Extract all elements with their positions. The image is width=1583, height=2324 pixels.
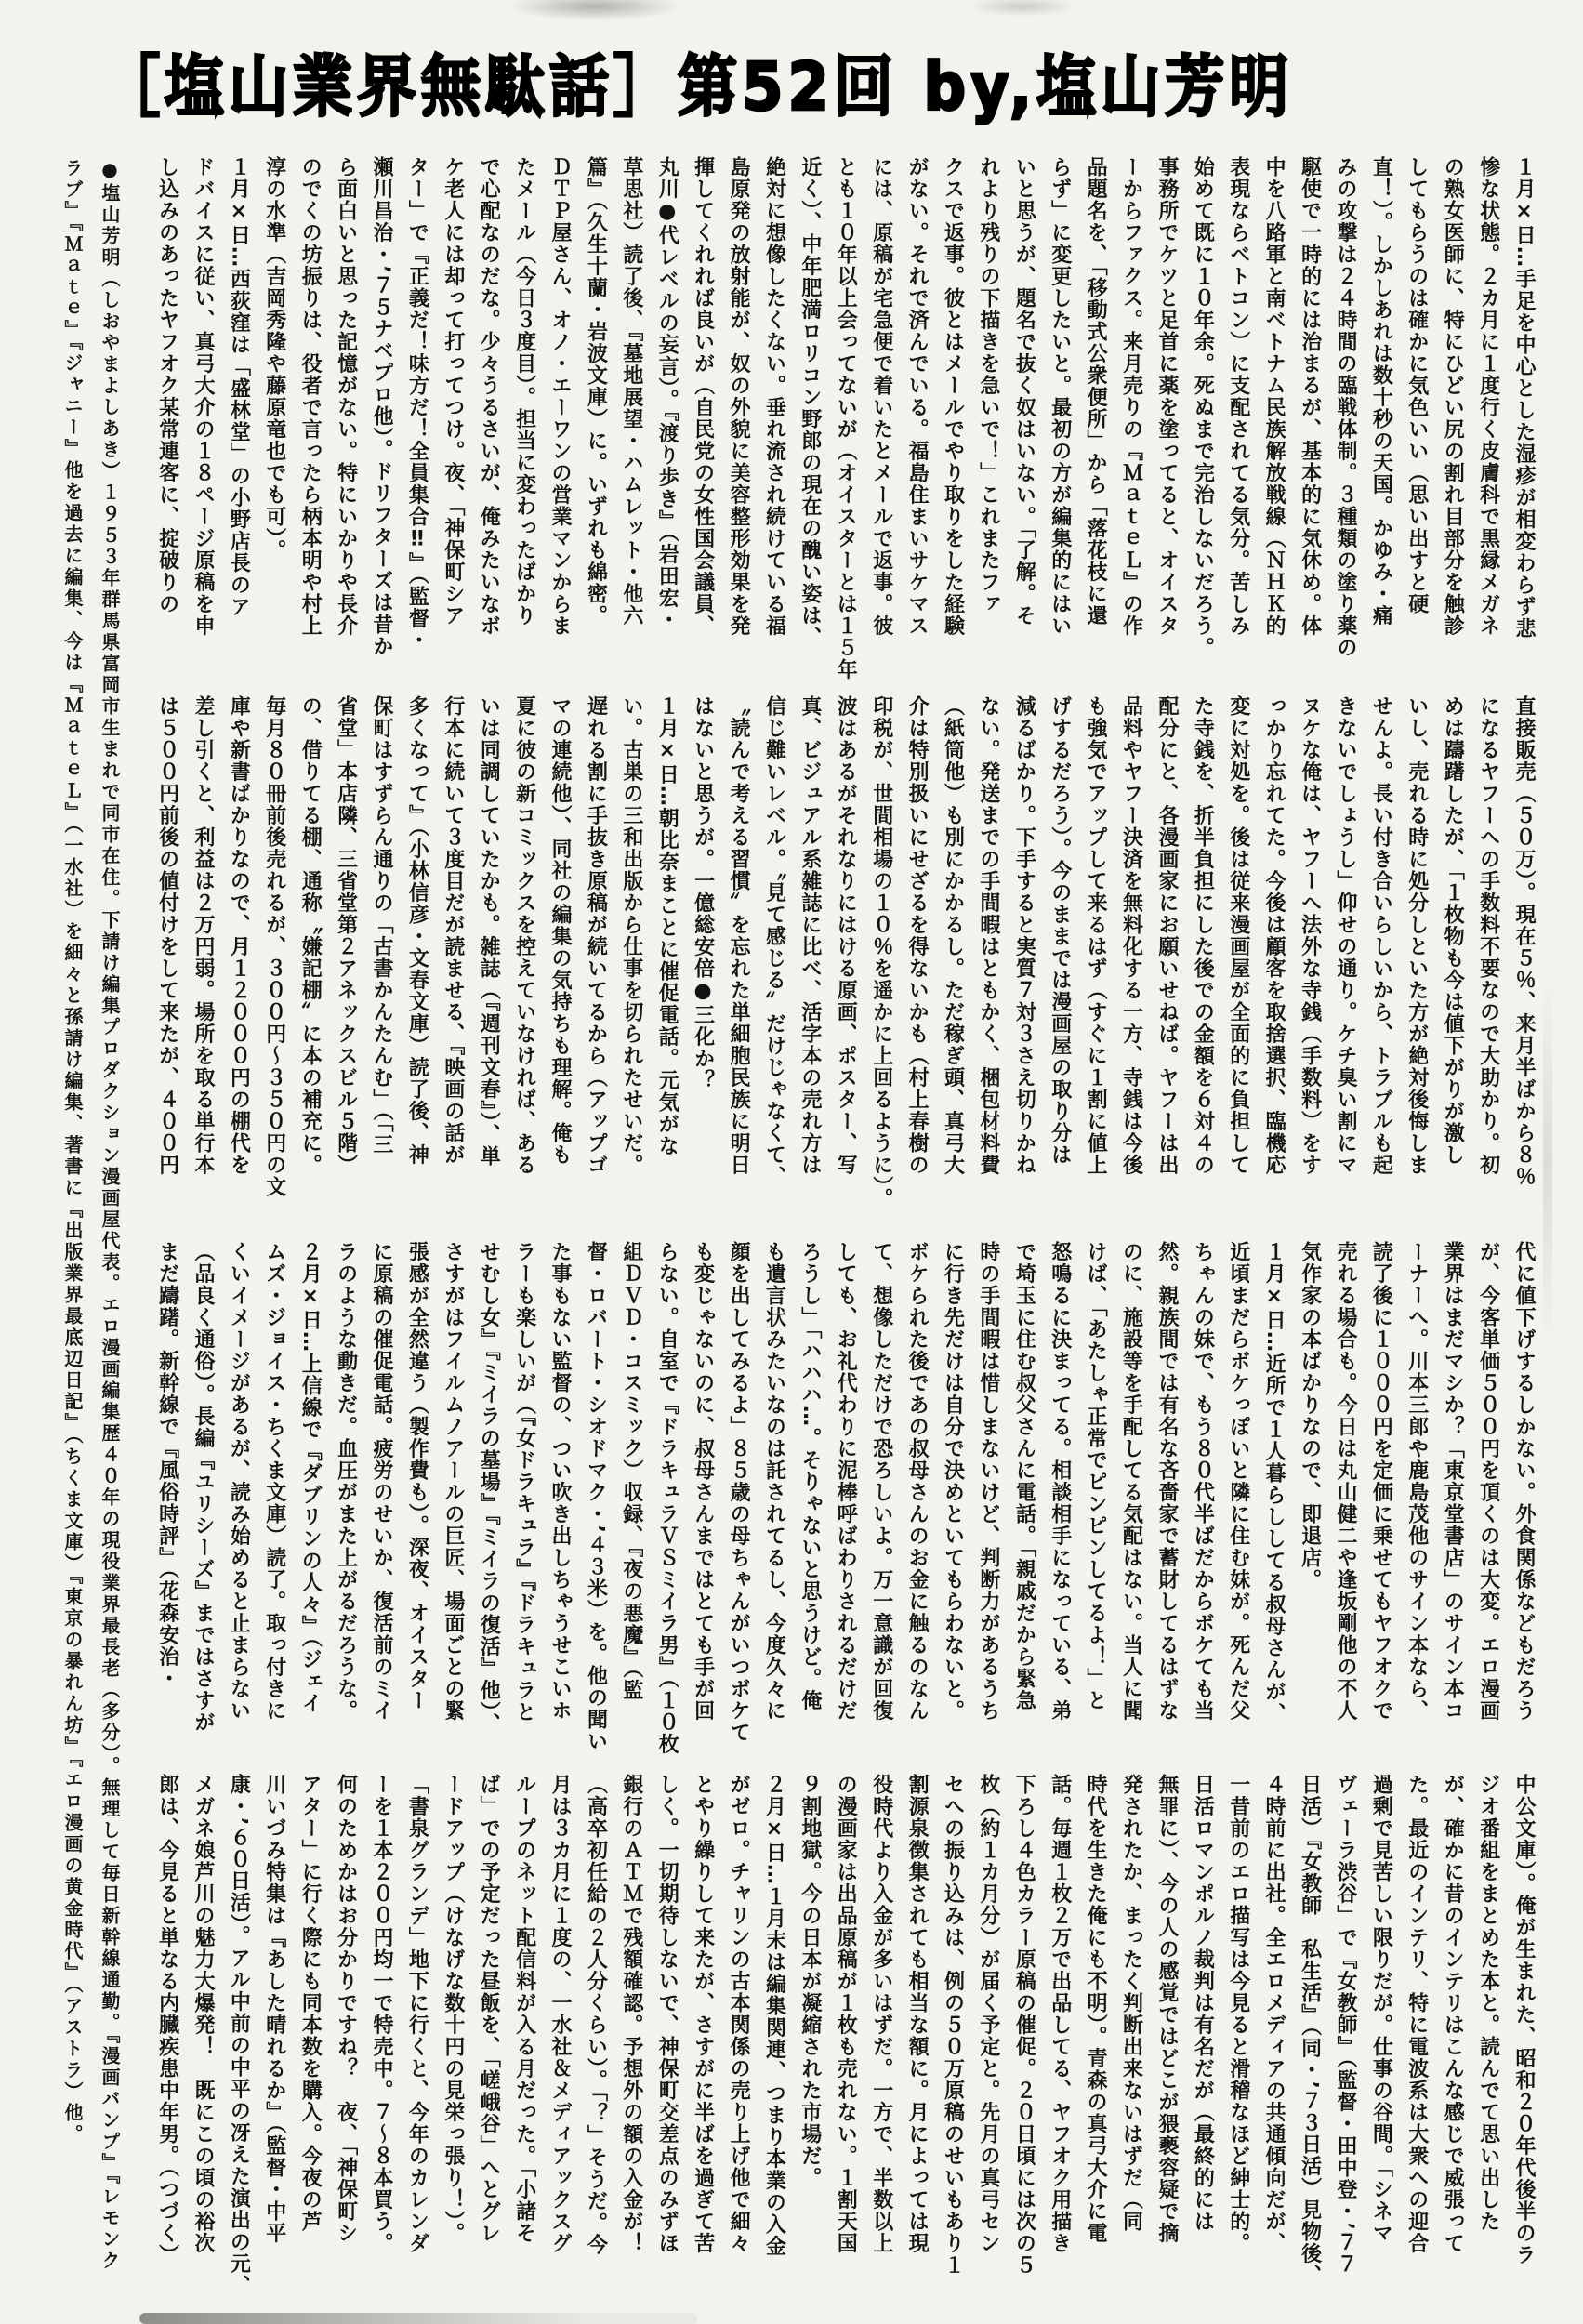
text-column: 惨な状態。２カ月に１度行く皮膚科で黒縁メガネ — [1476, 156, 1500, 637]
text-column: 品題名を、「移動式公衆便所」から「落花枝に還 — [1084, 156, 1108, 627]
scan-artifact — [507, 0, 683, 20]
text-column: がない。それで済んでいる。福島住まいサケマス — [905, 156, 930, 637]
text-column: ろうし」「ハハハ…。そりゃないと思うけど。俺 — [798, 1241, 822, 1711]
text-column: で心配なのだな。少々うるさいが、俺みたいなボ — [477, 156, 501, 637]
text-column: っかり忘れてた。今後は顧客を取捨選択、臨機応 — [1262, 695, 1286, 1176]
text-column: ラブ』『Ｍａｔｅ』『ジャニー』他を過去に編集、今は『ＭａｔｅＬ』（一水社）を細々と孫請け編集、著書に『出版業界最底辺日記』（ちくま文庫）『東京の暴れん坊』『エロ漫画の黄金時代』（アストラ）他。 — [61, 158, 84, 2146]
text-column: 過剰で見苦しい限りだが。仕事の谷間。「シネマ — [1369, 1774, 1393, 2244]
text-column: まだ躊躇。新幹線で『風俗時評』（花森安治・ — [155, 1241, 179, 1690]
text-column: ちゃんの妹で、もう８０代半ばだからボケても当 — [1191, 1241, 1215, 1722]
text-column: せんよ。長い付き合いらしいから、トラブルも起 — [1369, 695, 1393, 1176]
text-column: マの連続他）、同社の編集の気持ちも理解。俺も — [548, 695, 573, 1166]
text-column: のでくの坊振りは、役者で言ったら柄本明や村上 — [298, 156, 323, 637]
text-column: くいイメージがあるが、読み始めると止まらない — [227, 1241, 251, 1722]
text-column: 多くなって』（小林信彦・文春文庫）読了後、神 — [405, 695, 429, 1166]
text-column: には、原稿が宅急便で着いたとメールで返事。彼 — [869, 156, 893, 637]
text-column: が、今客単価５００円を頂くのは大変。エロ漫画 — [1476, 1241, 1500, 1722]
text-column: たメール（今日３度目）。担当に変わったばかり — [512, 156, 536, 627]
text-column: ーを１本２００円均一で特売中。７～８本買う。 — [370, 1774, 393, 2254]
text-column: きないでしょうし」仰せの通り。ケチ臭い割にマ — [1333, 695, 1357, 1176]
author-bio — [54, 158, 128, 2317]
text-column: ーナーへ。川本三郎や鹿島茂他のサイン本なら、 — [1405, 1241, 1429, 1722]
text-column: アター」に行く際にも同本数を購入。今夜の芦 — [298, 1774, 323, 2233]
text-column: 品料やヤフー決済を無料化する一方、寺銭は今後 — [1119, 695, 1143, 1176]
text-column: 絶対に想像したくない。垂れ流され続けている福 — [762, 156, 786, 637]
text-column: 督・ロバート・シオドマク・’４３米）を。他の聞い — [584, 1241, 608, 1753]
text-column: 夏に彼の新コミックスを控えていなければ、ある — [512, 695, 536, 1176]
text-column: 何のためかはお分かりですね？ 夜、「神保町シ — [334, 1774, 358, 2244]
text-column: メガネ娘芦川の魅力大爆発！ 既にこの頃の裕次 — [191, 1774, 215, 2254]
text-column: 顔を出してみるよ」８５歳の母ちゃんがいつボケて — [727, 1241, 751, 1744]
text-column: 康・’６０日活）。アル中前の中平の冴えた演出の元、 — [227, 1774, 251, 2297]
text-column: とやり繰りして来たが、さすがに半ばを過ぎて苦 — [691, 1774, 715, 2254]
text-column: に原稿の催促電話。疲労のせいか、復活前のミイ — [370, 1241, 393, 1722]
text-column: 瀬川昌治・’７５ナベプロ他）。ドリフターズは昔か — [370, 156, 393, 658]
text-column: はないと思うが。一億総安倍●三化か？ — [691, 695, 715, 1091]
text-column: 減るばかり。下手すると実質７対３さえ切りかね — [1012, 695, 1036, 1176]
text-column: 業界はまだマシか？「東京堂書店」のサイン本コ — [1441, 1241, 1465, 1722]
text-column: 直接販売（５０万）。現在５％、来月半ばから８％ — [1512, 695, 1536, 1188]
text-column: 組ＤＶＤ・コスミック）収録、『夜の悪魔』（監 — [619, 1241, 643, 1701]
text-column: めは躊躇したが、「１枚物も今は値下がりが激し — [1441, 695, 1465, 1166]
text-column: も遺言状みたいなのは託されてるし、今度久々に — [762, 1241, 786, 1722]
text-column: の漫画家は出品原稿が１枚も売れない。１割天国 — [834, 1774, 858, 2254]
text-column: いし、売れる時に処分しといた方が絶対後悔しま — [1405, 695, 1429, 1176]
text-column: 郎は、今見ると単なる内臓疾患中年男。（つづく） — [155, 1774, 179, 2266]
text-column: らない。自室で『ドラキュラＶＳミイラ男』（１０枚 — [655, 1241, 679, 1755]
text-column: 代に値下げするしかない。外食関係などもだろう — [1512, 1241, 1536, 1722]
text-column: 庫や新書ばかりなので、月１２０００円の棚代を — [227, 695, 251, 1176]
text-column: の熟女医師に、特にひどい尻の割れ目部分を触診 — [1441, 156, 1465, 637]
text-column: 始めて既に１０年余。死ぬまで完治しないだろう。 — [1191, 156, 1215, 659]
text-column: いと思うが、題名で抜く奴はいない。「了解。そ — [1012, 156, 1036, 627]
text-column: 中を八路軍と南ベトナム民族解放戦線（ＮＨＫ的 — [1262, 156, 1286, 637]
text-column: 丸川●代レベルの妄言）。『渡り歩き』（岩田宏・ — [655, 156, 679, 631]
text-column: ２月×日…１月末は編集関連、つまり本業の入金 — [762, 1774, 786, 2257]
scan-artifact — [1543, 976, 1552, 1348]
text-column: 遅れる割に手抜き原稿が続いてるから（アップゴ — [584, 695, 608, 1176]
text-column: 発されたか、まったく判断出来ないはずだ（同 — [1119, 1774, 1143, 2233]
text-column: ドバイスに従い、真弓大介の１８ページ原稿を申 — [191, 156, 215, 637]
text-column: 割源泉徴集されても相当な額に。月によっては現 — [905, 1774, 930, 2254]
text-band-2 — [149, 695, 1541, 1209]
text-column: て、想像しただけで恐ろしいよ。万一意識が回復 — [869, 1241, 893, 1722]
text-column: 売れる場合も。今日は丸山健二や逢坂剛他の不人 — [1333, 1241, 1357, 1722]
text-column: 一昔前のエロ描写は今見ると滑稽なほど紳士的。 — [1226, 1774, 1250, 2254]
text-column: 駆使で一時的には治まるが、基本的に気休め。体 — [1298, 156, 1322, 637]
text-column: ヌケな俺は、ヤフーへ法外な寺銭（手数料）をす — [1298, 695, 1322, 1176]
scan-artifact — [139, 2313, 697, 2324]
text-column: １月×日…朝比奈まことに催促電話。元気がな — [655, 695, 679, 1157]
text-column: になるヤフーへの手数料不要なので大助かり。初 — [1476, 695, 1500, 1176]
text-column: ９割地獄。今の日本が凝縮された市場だ。 — [798, 1774, 822, 2189]
text-column: 毎月８０冊前後売れるが、３００円～３５０円の文 — [262, 695, 286, 1198]
text-column: 保町はすずらん通りの「古書かんたんむ」（「三 — [370, 695, 393, 1155]
text-column: １月×日…手足を中心とした湿疹が相変わらず悲 — [1512, 156, 1536, 640]
text-column: に行き先だけは自分で決めといてもらわないと。 — [941, 1241, 965, 1722]
text-column: セへの振り込みは、例の５０万原稿のせいもあり１ — [941, 1774, 965, 2277]
scan-artifact — [967, 0, 1078, 17]
text-column: た寺銭を、折半負担にした後での金額を６対４の — [1191, 695, 1215, 1176]
text-column: １月×日…西荻窪は「盛林堂」の小野店長のア — [227, 156, 251, 618]
text-column: も強気でアップして来るはず（すぐに１割に値上 — [1084, 695, 1108, 1176]
text-column: せむし女』『ミイラの墓場』『ミイラの復活』他）、 — [477, 1241, 501, 1735]
text-column: いは同調していたかも。雑誌（『週刊文春』）、単 — [477, 695, 501, 1168]
text-column: 気作家の本ばかりなので、即退店。 — [1298, 1241, 1322, 1591]
text-column: 読了後に１０００円を定価に乗せてもヤフオクで — [1369, 1241, 1393, 1722]
text-column: 近く）、中年肥満ロリコン野郎の現在の醜い姿は、 — [798, 156, 822, 649]
text-column: 川いづみ特集は『あした晴れるか』（監督・中平 — [262, 1774, 286, 2244]
text-column: 日活）『女教師 私生活』（同・’７３日活）見物後、 — [1298, 1774, 1322, 2287]
text-column: れより残りの下描きを急いで！」これまたファ — [976, 156, 1000, 615]
text-column: ムズ・ジョイス・ちくま文庫）読了。取っ付きに — [262, 1241, 286, 1722]
text-column: で埼玉に住む叔父さんに電話。「親戚だから緊急 — [1012, 1241, 1036, 1711]
text-column: 淳の水準（吉岡秀隆や藤原竜也でも可）。 — [262, 156, 286, 561]
text-column: ケ老人には却って打ってつけ。夜、「神保町シア — [441, 156, 465, 627]
column-title: ［塩山業界無駄話］第52回 by,塩山芳明 — [100, 48, 1294, 126]
text-column: 直！）。しかしあれは数十秒の天国。かゆみ・痛 — [1369, 156, 1393, 627]
text-column: ループのネット配信料が入る月だった。「小諸そ — [512, 1774, 536, 2244]
text-column: し込みのあったヤフオク某常連客に、掟破りの — [155, 156, 179, 615]
text-band-1 — [149, 156, 1541, 680]
text-column: 介は特別扱いにせざるを得ないかも（村上春樹の — [905, 695, 930, 1176]
text-column: 差し引くと、利益は２万円弱。場所を取る単行本 — [191, 695, 215, 1176]
text-column: 月は３カ月に１度の、一水社＆メディアックスグ — [548, 1774, 573, 2254]
text-column: 時の手間暇は惜しまないけど、判断力があるうち — [976, 1241, 1000, 1722]
text-column: 行本に続いて３度目だが読ませる、『映画の話が — [441, 695, 465, 1166]
text-column: 時代を生きた俺にも不明）。青森の真弓大介に電 — [1084, 1774, 1108, 2244]
text-column: た事もない監督の、つい吹き出しちゃうせこいホ — [548, 1241, 573, 1722]
text-column: 中公文庫）。俺が生まれた、昭和２０年代後半のラ — [1512, 1774, 1536, 2266]
text-column: 役時代より入金が多いはずだ。一方で、半数以上 — [869, 1774, 893, 2254]
text-column: がゼロ。チャリンの古本関係の売り上げ他で細々 — [727, 1774, 751, 2254]
text-column: 〝読んで考える習慣〟を忘れた単細胞民族に明日 — [727, 695, 751, 1176]
text-column: 信じ難いレベル。〝見て感じる〟だけじゃなくて、 — [762, 695, 786, 1188]
text-column: クスで返事。彼とはメールでやり取りをした経験 — [941, 156, 965, 637]
text-column: ター」で『正義だ！味方だ！全員集合‼』（監督・ — [405, 156, 429, 652]
text-column: みの攻撃は２４時間の臨戦体制。３種類の塗り薬の — [1333, 156, 1357, 659]
text-column: 無罪に）、今の人の感覚ではどこが猥褻容疑で摘 — [1154, 1774, 1179, 2244]
text-column: 然。親族間では有名な吝嗇家で蓄財してるはずな — [1154, 1241, 1179, 1722]
text-column: 事務所でケツと足首に薬を塗ってると、オイスタ — [1154, 156, 1179, 637]
text-band-3 — [149, 1241, 1541, 1755]
text-column: ーからファクス。来月売りの『ＭａｔｅＬ』の作 — [1119, 156, 1143, 637]
text-column: （高卒初任給の２人分くらい）。「？」そうだ。今 — [584, 1774, 608, 2256]
text-column: 揮してくれれば良いが（自民党の女性国会議員、 — [691, 156, 715, 637]
text-column: ードアップ（けなげな数十円の見栄っ張り！）。 — [441, 1774, 465, 2244]
text-column: ジオ番組をまとめた本と。読んでて思い出した — [1476, 1774, 1500, 2233]
text-column: １月×日…近所で１人暮らししてる叔母さんが、 — [1262, 1241, 1286, 1724]
text-column: 張感が全然違う（製作費も）。深夜、オイスター — [405, 1241, 429, 1711]
text-column: い。古巣の三和出版から仕事を切られたせいだ。 — [619, 695, 643, 1176]
text-column: 篇』（久生十蘭・岩波文庫）に。いずれも綿密。 — [584, 156, 608, 627]
text-column: は５００円前後の値付けをして来たが、４００円 — [155, 695, 179, 1176]
text-column: た。最近のインテリ、特に電波系は大衆への迎合 — [1405, 1774, 1429, 2254]
text-column: ＤＴＰ屋さん、オノ・エーワンの営業マンからま — [548, 156, 573, 637]
text-column: （紙筒他）も別にかかるし。ただ稼ぎ頭、真弓大 — [941, 695, 965, 1176]
text-column: 枚（約１カ月分）が届く予定と。先月の真弓セン — [976, 1774, 1000, 2254]
text-column: 怒鳴るに決まってる。相談相手になっている、弟 — [1048, 1241, 1072, 1722]
text-column: してもらうのは確かに気色いい（思い出すと硬 — [1405, 156, 1429, 615]
text-column: 「書泉グランデ」地下に行くと、今年のカレンダ — [405, 1774, 429, 2254]
text-column: ラのような動きだ。血圧がまた上がるだろうな。 — [334, 1241, 358, 1722]
text-column: 配分にと、各漫画家にお願いせねば。ヤフーは出 — [1154, 695, 1179, 1176]
text-column: ラーも楽しいが（『女ドラキュラ』『ドラキュラと — [512, 1241, 536, 1723]
text-column: が、確かに昔のインテリはこんな感じで威張って — [1441, 1774, 1465, 2254]
text-column: ボケられた後であの叔母さんのお金に触るのなん — [905, 1241, 930, 1722]
text-column: ４時前に出社。全エロメディアの共通傾向だが、 — [1262, 1774, 1286, 2254]
text-band-4 — [149, 1774, 1541, 2313]
text-column: 真、ビジュアル系雑誌に比べ、活字本の売れ方は — [798, 695, 822, 1176]
text-column: 波はあるがそれなりにはける原画、ポスター、写 — [834, 695, 858, 1176]
text-column: 近頃まだらボケっぽいと隣に住む妹が。死んだ父 — [1226, 1241, 1250, 1722]
text-column: 印税が、世間相場の１０％を遥かに上回るように）。 — [869, 695, 893, 1209]
text-column: のに、施設等を手配してる気配はない。当人に聞 — [1119, 1241, 1143, 1722]
text-column: 表現ならベトコン）に支配されてる気分。苦しみ — [1226, 156, 1250, 637]
text-column: の、借りてる棚、通称〝嫌記棚〟に本の補充に。 — [298, 695, 323, 1176]
text-column: けば、「あたしゃ正常でピンピンしてるよ！」と — [1084, 1241, 1108, 1711]
text-column: ２月×日…上信線で『ダブリンの人々』（ジェイ — [298, 1241, 323, 1714]
text-column: 銀行のＡＴＭで残額確認。予想外の額の入金が！ — [619, 1774, 643, 2254]
text-column: とも１０年以上会ってないが（オイスターとは１５年 — [834, 156, 858, 680]
text-column: 草思社）読了後、『墓地展望・ハムレット・他六 — [619, 156, 643, 627]
text-column: げするだろう）。今のままでは漫画屋の取り分は — [1048, 695, 1072, 1166]
text-column: ば」での予定だった昼飯を、「嵯峨谷」へとグレ — [477, 1774, 501, 2244]
text-column: ら面白いと思った記憶がない。特にいかりや長介 — [334, 156, 358, 637]
text-column: ●塩山芳明（しおやまよしあき）１９５３年群馬県富岡市生まれで同市在住。下請け編集プロダクション漫画屋代表。エロ漫画編集歴４０年の現役業界最長老（多分）。無理して毎日新幹線通勤。『漫画バンプ』『レモンク — [99, 158, 121, 2272]
text-column: さすがはフイルムノアールの巨匠、場面ごとの緊 — [441, 1241, 465, 1722]
text-column: も変じゃないのに、叔母さんまではとても手が回 — [691, 1241, 715, 1722]
text-column: しても、お礼代わりに泥棒呼ばわりされるだけだ — [834, 1241, 858, 1722]
text-column: 変に対処を。後は従来漫画屋が全面的に負担して — [1226, 695, 1250, 1176]
text-column: ない。発送までの手間暇はともかく、梱包材料費 — [976, 695, 1000, 1176]
text-column: 話。毎週１枚２万で出品してる、ヤフオク用描き — [1048, 1774, 1072, 2254]
text-column: （品良く通俗）。長編『ユリシーズ』まではさすが — [191, 1241, 215, 1734]
text-column: 下ろし４色カラー原稿の催促。２０日頃には次の５ — [1012, 1774, 1036, 2277]
text-column: しく。一切期待しないで、神保町交差点のみずほ — [655, 1774, 679, 2254]
text-column: 島原発の放射能が、奴の外貌に美容整形効果を発 — [727, 156, 751, 637]
text-column: 日活ロマンポルノ裁判は有名だが（最終的には — [1191, 1774, 1215, 2233]
text-column: ヴェーラ渋谷」で『女教師』（監督・田中登・’７７ — [1333, 1774, 1357, 2276]
text-column: らず」に変更したいと。最初の方が編集的にはい — [1048, 156, 1072, 637]
text-column: 省堂」本店隣、三省堂第２アネックスビル５階） — [334, 695, 358, 1176]
